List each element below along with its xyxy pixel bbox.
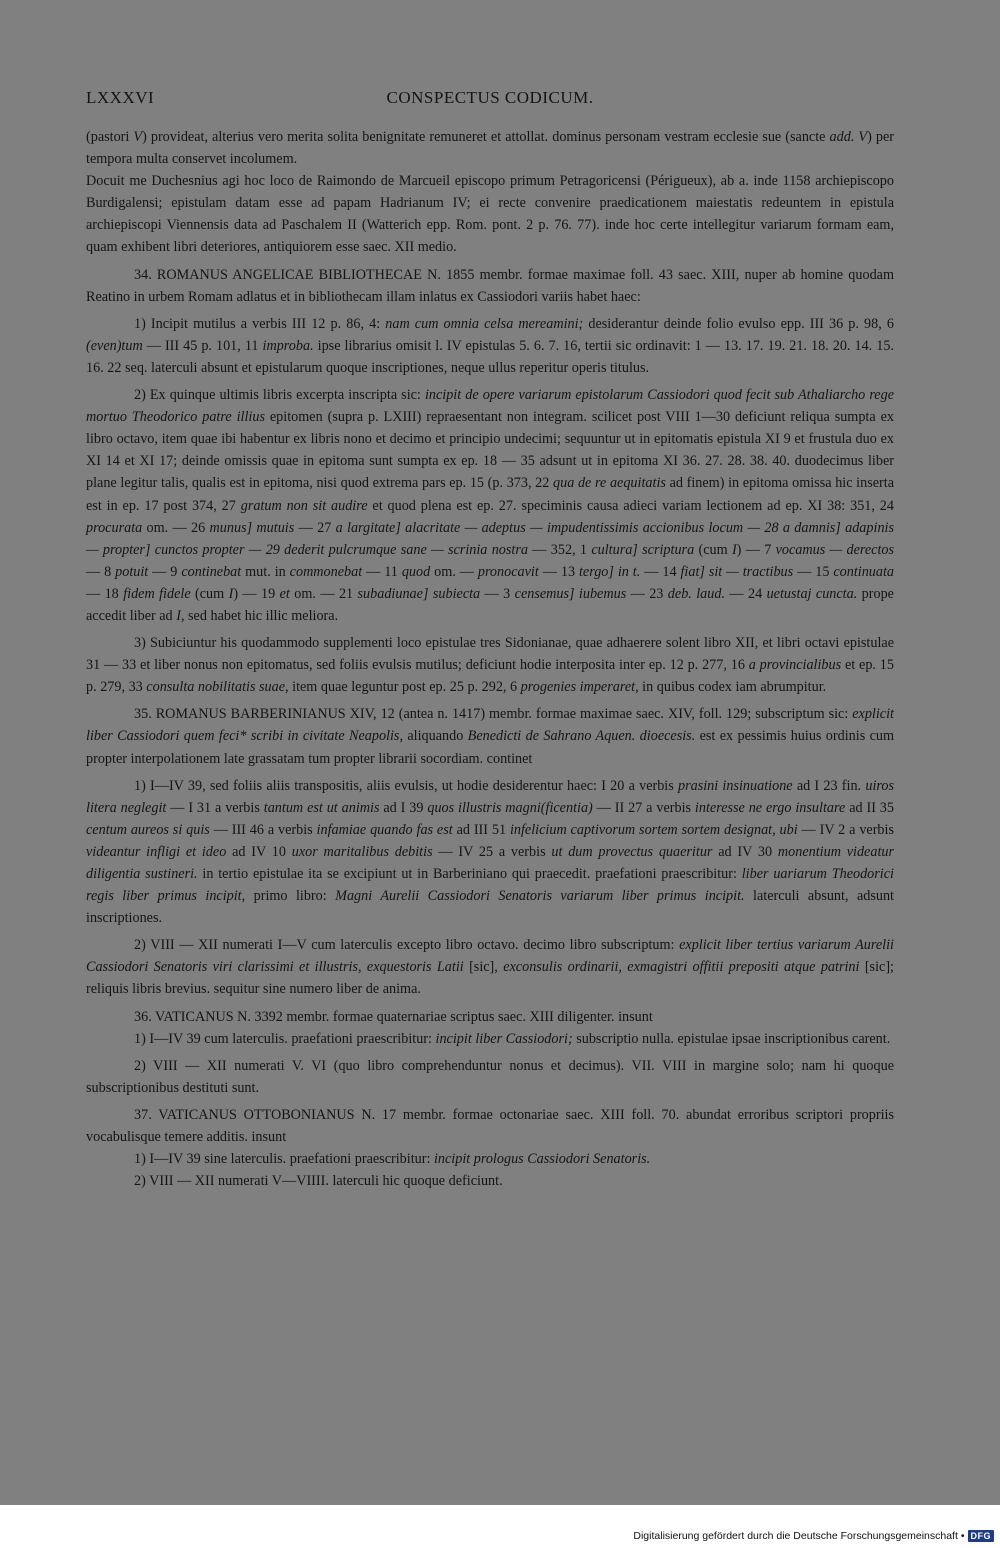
text-run: — 8 — [86, 563, 116, 580]
text-run: 34. ROMANUS ANGELICAE BIBLIOTHECAE N. 1855 membr. formae maximae foll. 43 saec. XIII, nuper ab homine quodam Reatino in urbem Romam adlatus et in bibliothecam illam inlatus ex Cassiodori variis habet haec: — [86, 266, 894, 305]
italic-text: nam cum omnia celsa mereamini; — [385, 315, 584, 332]
text-run: ad IV 10 — [226, 843, 292, 860]
italic-text: improba. — [262, 337, 314, 354]
italic-text: interesse ne ergo insultare — [694, 799, 846, 816]
text-run: (cum — [694, 541, 732, 558]
text-run: , sed habet hic illic meliora. — [180, 607, 339, 624]
italic-text: continebat — [181, 563, 242, 580]
text-run: ) per tempora multa conservet incolumem. — [86, 129, 894, 168]
italic-text: cultura] scriptura — [591, 541, 695, 558]
italic-text: explicit liber tertius variarum Aurelii Cassiodori Senatoris viri clarissimi et illustris, exquestoris Latii — [86, 937, 894, 976]
italic-text: I — [228, 585, 234, 602]
italic-text: prasini insinuatione — [678, 777, 793, 794]
text-run: item quae leguntur post ep. 25 p. 292, 6 — [288, 679, 521, 696]
text-run: et quod plena est ep. 27. speciminis causa adieci variam lectionem ad ep. XI 38: 351, 24 — [367, 497, 894, 514]
text-run: ) provideat, alterius vero merita solita benignitate remuneret et attollat. dominus personam vestram ecclesie sue (sancte — [142, 129, 830, 145]
text-run: ipse librarius omisit l. IV epistulas 5. 6. 7. 16, tertii sic ordinavit: 1 — 13. 17. 19. 21. 18. 20. 14. 15. 16. 22 seq. laterculi absunt et epistularum quoque inscriptiones, neque ullus reperitur operis titulus. — [86, 337, 894, 376]
italic-text: monentium videatur diligentia sustineri. — [86, 843, 895, 882]
page-header — [86, 88, 894, 112]
text-run: ad II 35 — [845, 799, 894, 816]
italic-text: commonebat — [289, 563, 363, 580]
text-run: prope accedit liber ad — [86, 585, 894, 624]
italic-text: I — [176, 607, 181, 624]
paragraph — [86, 170, 894, 258]
digitization-credit — [633, 1530, 994, 1542]
text-run: — III 45 p. 101, 11 — [142, 337, 263, 354]
text-run: 1) Incipit mutilus a verbis III 12 p. 86, 4: — [134, 315, 386, 332]
text-run: 2) Ex quinque ultimis libris excerpta inscripta sic: — [134, 387, 425, 404]
paragraph — [86, 126, 894, 170]
text-run: desiderantur deinde folio evulso epp. III 36 p. 98, 6 — [583, 315, 894, 332]
text-run: — 27 — [294, 519, 336, 536]
text-run: om. — 21 — [289, 585, 358, 602]
text-run: 35. ROMANUS BARBERINIANUS XIV, 12 (antea n. 1417) membr. formae maximae saec. XIV, foll. 129; subscriptum sic: — [134, 706, 853, 723]
italic-text: add. V — [829, 129, 868, 145]
text-run: Docuit me Duchesnius agi hoc loco de Raimondo de Marcueil episcopo primum Petragoricensi (Périgueux), ab a. inde 1158 archiepiscopo Burdigalensi; epistulam datam esse ad papam Hadrianum IV; ei recte convenire praedicationem maiestatis redeuntem in epistula archiepiscopi Viennensis data ad Paschalem II (Watterich epp. Rom. pont. 2 p. 76. 77). inde hoc certe intellegitur variarum formam eam, quam exhibent libri deteriores, antiquiorem esse saec. XII medio. — [86, 173, 894, 256]
italic-text: tergo] in t. — [578, 563, 641, 580]
italic-text: infelicium captivorum sortem sortem designat, ubi — [509, 821, 798, 838]
text-run: — 14 — [640, 563, 681, 580]
text-run: — 9 — [148, 563, 182, 580]
text-run: est ex pessimis huius ordinis cum propter interpolationem late grassatam tum propter librarii socordiam. continet — [86, 728, 895, 767]
italic-text: uetustaj cuncta. — [766, 585, 858, 602]
text-run: — IV 2 a verbis — [797, 821, 894, 838]
paragraph — [86, 632, 894, 698]
text-run: mut. in — [241, 563, 290, 580]
text-run: 2) VIII — XII numerati V—VIIII. laterculi hic quoque deficiunt. — [134, 1173, 503, 1190]
text-run: om. — 26 — [142, 519, 210, 536]
body-text — [86, 126, 894, 1192]
italic-text: fidem fidele — [123, 585, 191, 602]
italic-text: procurata — [86, 519, 143, 536]
italic-text: deb. laud. — [667, 585, 725, 602]
italic-text: uiros litera neglegit — [86, 777, 894, 816]
italic-text: progenies imperaret, — [520, 679, 639, 696]
italic-text: tantum est ut animis — [263, 799, 380, 816]
paragraph — [86, 264, 894, 308]
italic-text: uxor maritalibus debitis — [291, 843, 433, 860]
text-run: — 352, 1 — [527, 541, 592, 558]
paragraph — [86, 775, 894, 930]
italic-text: quod — [401, 563, 431, 580]
paragraph — [86, 703, 894, 769]
italic-text: centum aureos si quis — [86, 821, 210, 838]
paragraph — [86, 1170, 894, 1192]
paragraph — [86, 1148, 894, 1170]
italic-text: pronocavit — [477, 563, 539, 580]
paragraph — [86, 1028, 894, 1050]
text-run: 37. VATICANUS OTTOBONIANUS N. 17 membr. formae octonariae saec. XIII foll. 70. abundat erroribus scriptori propriis vocabulisque temere additis. insunt — [86, 1106, 894, 1146]
italic-text: potuit — [115, 563, 149, 580]
text-run: (pastori — [86, 129, 134, 145]
running-title: CONSPECTUS CODICUM. — [386, 88, 594, 107]
text-run: — 15 — [793, 563, 834, 580]
italic-text: liber uariarum Theodorici regis liber primus incipit, — [86, 866, 894, 905]
text-run: in tertio epistulae ita se excipiunt ut in Barberiniano qui praecedit. praefationi praescribitur: — [197, 866, 742, 882]
dfg-logo: DFG — [968, 1530, 995, 1542]
italic-text: a provincialibus — [748, 657, 842, 674]
text-run: 2) VIII — XII numerati V. VI (quo libro comprehenduntur nonus et decimus). VII. VIII in margine solo; nam hi quoque subscriptionibus destituti sunt. — [86, 1057, 894, 1096]
italic-text: Benedicti de Sahrano Aquen. dioecesis. — [467, 728, 696, 745]
italic-text: V — [133, 129, 143, 145]
text-run: aliquando — [403, 728, 468, 745]
italic-text: et — [279, 585, 290, 602]
italic-text: subadiunae] subiecta — [357, 585, 481, 602]
italic-text: infamiae quando fas est — [316, 821, 453, 838]
text-run: 3) Subiciuntur his quodammodo supplementi loco epistulae tres Sidonianae, quae adhaerere solent libro XII, et libri octavi epistulae 31 — 33 et liber nonus non epitomatus, sed foliis evulsis mutilus; deficiunt hodie interposita inter ep. 12 p. 277, 16 — [86, 635, 894, 674]
text-run: ) — 7 — [736, 541, 776, 558]
italic-text: explicit liber Cassiodori quem feci* scribi in civitate Neapolis, — [86, 706, 894, 745]
italic-text: a largitate] alacritate — adeptus — impudentissimis accionibus locum — 28 a damnis] adapinis — propter] cunctos propter — 29 dederit pulcrumque sane — scrinia nostra — [86, 519, 894, 558]
paragraph — [86, 384, 894, 627]
text-run: om. — — [430, 563, 478, 580]
text-run: — III 46 a verbis — [209, 821, 317, 838]
italic-text: (even)tum — [86, 337, 143, 354]
text-run: ad I 39 — [379, 799, 428, 816]
text-run: subscriptio nulla. epistulae ipsae inscriptionibus carent. — [572, 1030, 891, 1047]
text-run: — 24 — [725, 585, 767, 602]
text-run: 36. VATICANUS N. 3392 membr. formae quaternariae scriptus saec. XIII diligenter. insunt — [134, 1008, 653, 1025]
italic-text: I — [731, 541, 737, 558]
text-run: et ep. 15 p. 279, 33 — [86, 657, 894, 696]
italic-text: vocamus — derectos — [775, 541, 895, 558]
text-run: ad IV 30 — [712, 843, 778, 860]
italic-text: incipit liber Cassiodori; — [435, 1030, 573, 1047]
italic-text: censemus] iubemus — [514, 585, 627, 602]
text-run: epitomen (supra p. LXIII) repraesentant non integram. scilicet post VIII 1—30 deficiunt reliqua sumpta ex libro octavo, item quae ibi habentur ex libris nono et decimo et principio undecimi; sequuntur ut in epitomatis epistula XI 9 et frustula duo ex XI 14 et XI 17; deinde omissis quae in epitoma sunt sumpta ex ep. 18 — 35 adsunt ut in epitoma XI 36. 27. 28. 38. 40. duodecimus liber plane legitur talis, qualis est in epitoma, nisi quod extrema pars ep. 15 (p. 373, 22 — [86, 409, 894, 492]
paragraph — [86, 1006, 894, 1028]
italic-text: incipit de opere variarum epistolarum Cassiodori quod fecit sub Athaliarcho rege mortuo Theodorico patre illius — [86, 387, 894, 426]
text-run: primo libro: — [245, 888, 336, 905]
text-run: [sic], — [463, 959, 504, 976]
italic-text: consulta nobilitatis suae, — [146, 679, 289, 696]
text-run: — 3 — [480, 585, 515, 602]
text-run: ) — 19 — [233, 585, 280, 602]
text-run: 1) I—IV 39 cum laterculis. praefationi praescribitur: — [134, 1030, 436, 1047]
text-run: — 23 — [626, 585, 668, 602]
paragraph — [86, 313, 894, 379]
text-run: ad III 51 — [452, 821, 510, 838]
italic-text: munus] mutuis — [209, 519, 295, 536]
text-run: 1) I—IV 39, sed foliis aliis transpositis, aliis evulsis, ut hodie desiderentur haec: I 20 a verbis — [134, 777, 678, 794]
italic-text: exconsulis ordinarii, exmagistri offitii prepositi atque patrini — [503, 959, 860, 976]
italic-text: gratum non sit audire — [240, 497, 368, 514]
text-run: ad finem) in epitoma omissa hic inserta est in ep. 17 post 374, 27 — [86, 475, 894, 514]
text-run: — 11 — [362, 563, 402, 580]
italic-text: continuata — [833, 563, 895, 580]
italic-text: fiat] sit — tractibus — [680, 563, 794, 580]
text-run: in quibus codex iam abrumpitur. — [638, 679, 827, 696]
italic-text: Magni Aurelii Cassiodori Senatoris variarum liber primus incipit. — [335, 888, 745, 905]
text-run: 1) I—IV 39 sine laterculis. praefationi praescribitur: — [134, 1151, 434, 1168]
text-run: — I 31 a verbis — [166, 799, 264, 816]
paragraph — [86, 1055, 894, 1099]
text-run: — II 27 a verbis — [592, 799, 695, 816]
italic-text: qua de re aequitatis — [553, 475, 666, 492]
credit-text: Digitalisierung gefördert durch die Deutsche Forschungsgemeinschaft • — [633, 1530, 965, 1542]
italic-text: quos illustris magni(ficentia) — [427, 799, 593, 816]
page-number: LXXXVI — [86, 88, 155, 107]
text-run: laterculi absunt, adsunt inscriptiones. — [86, 888, 894, 927]
text-run: — 13 — [538, 563, 579, 580]
paragraph — [86, 1104, 894, 1148]
text-run: — 18 — [86, 585, 124, 602]
paragraph — [86, 934, 894, 1000]
text-run: 2) VIII — XII numerati I—V cum laterculis excepto libro octavo. decimo libro subscriptum: — [134, 937, 680, 954]
text-run: ad I 23 fin. — [792, 777, 866, 794]
text-run: [sic]; reliquis libris brevius. sequitur sine numero liber de anima. — [86, 959, 894, 998]
italic-text: videantur infligi et ideo — [86, 843, 227, 860]
italic-text: ut dum provectus quaeritur — [551, 843, 713, 860]
text-run: (cum — [190, 585, 229, 602]
text-run: — IV 25 a verbis — [432, 843, 552, 860]
italic-text: incipit prologus Cassiodori Senatoris. — [433, 1151, 651, 1168]
